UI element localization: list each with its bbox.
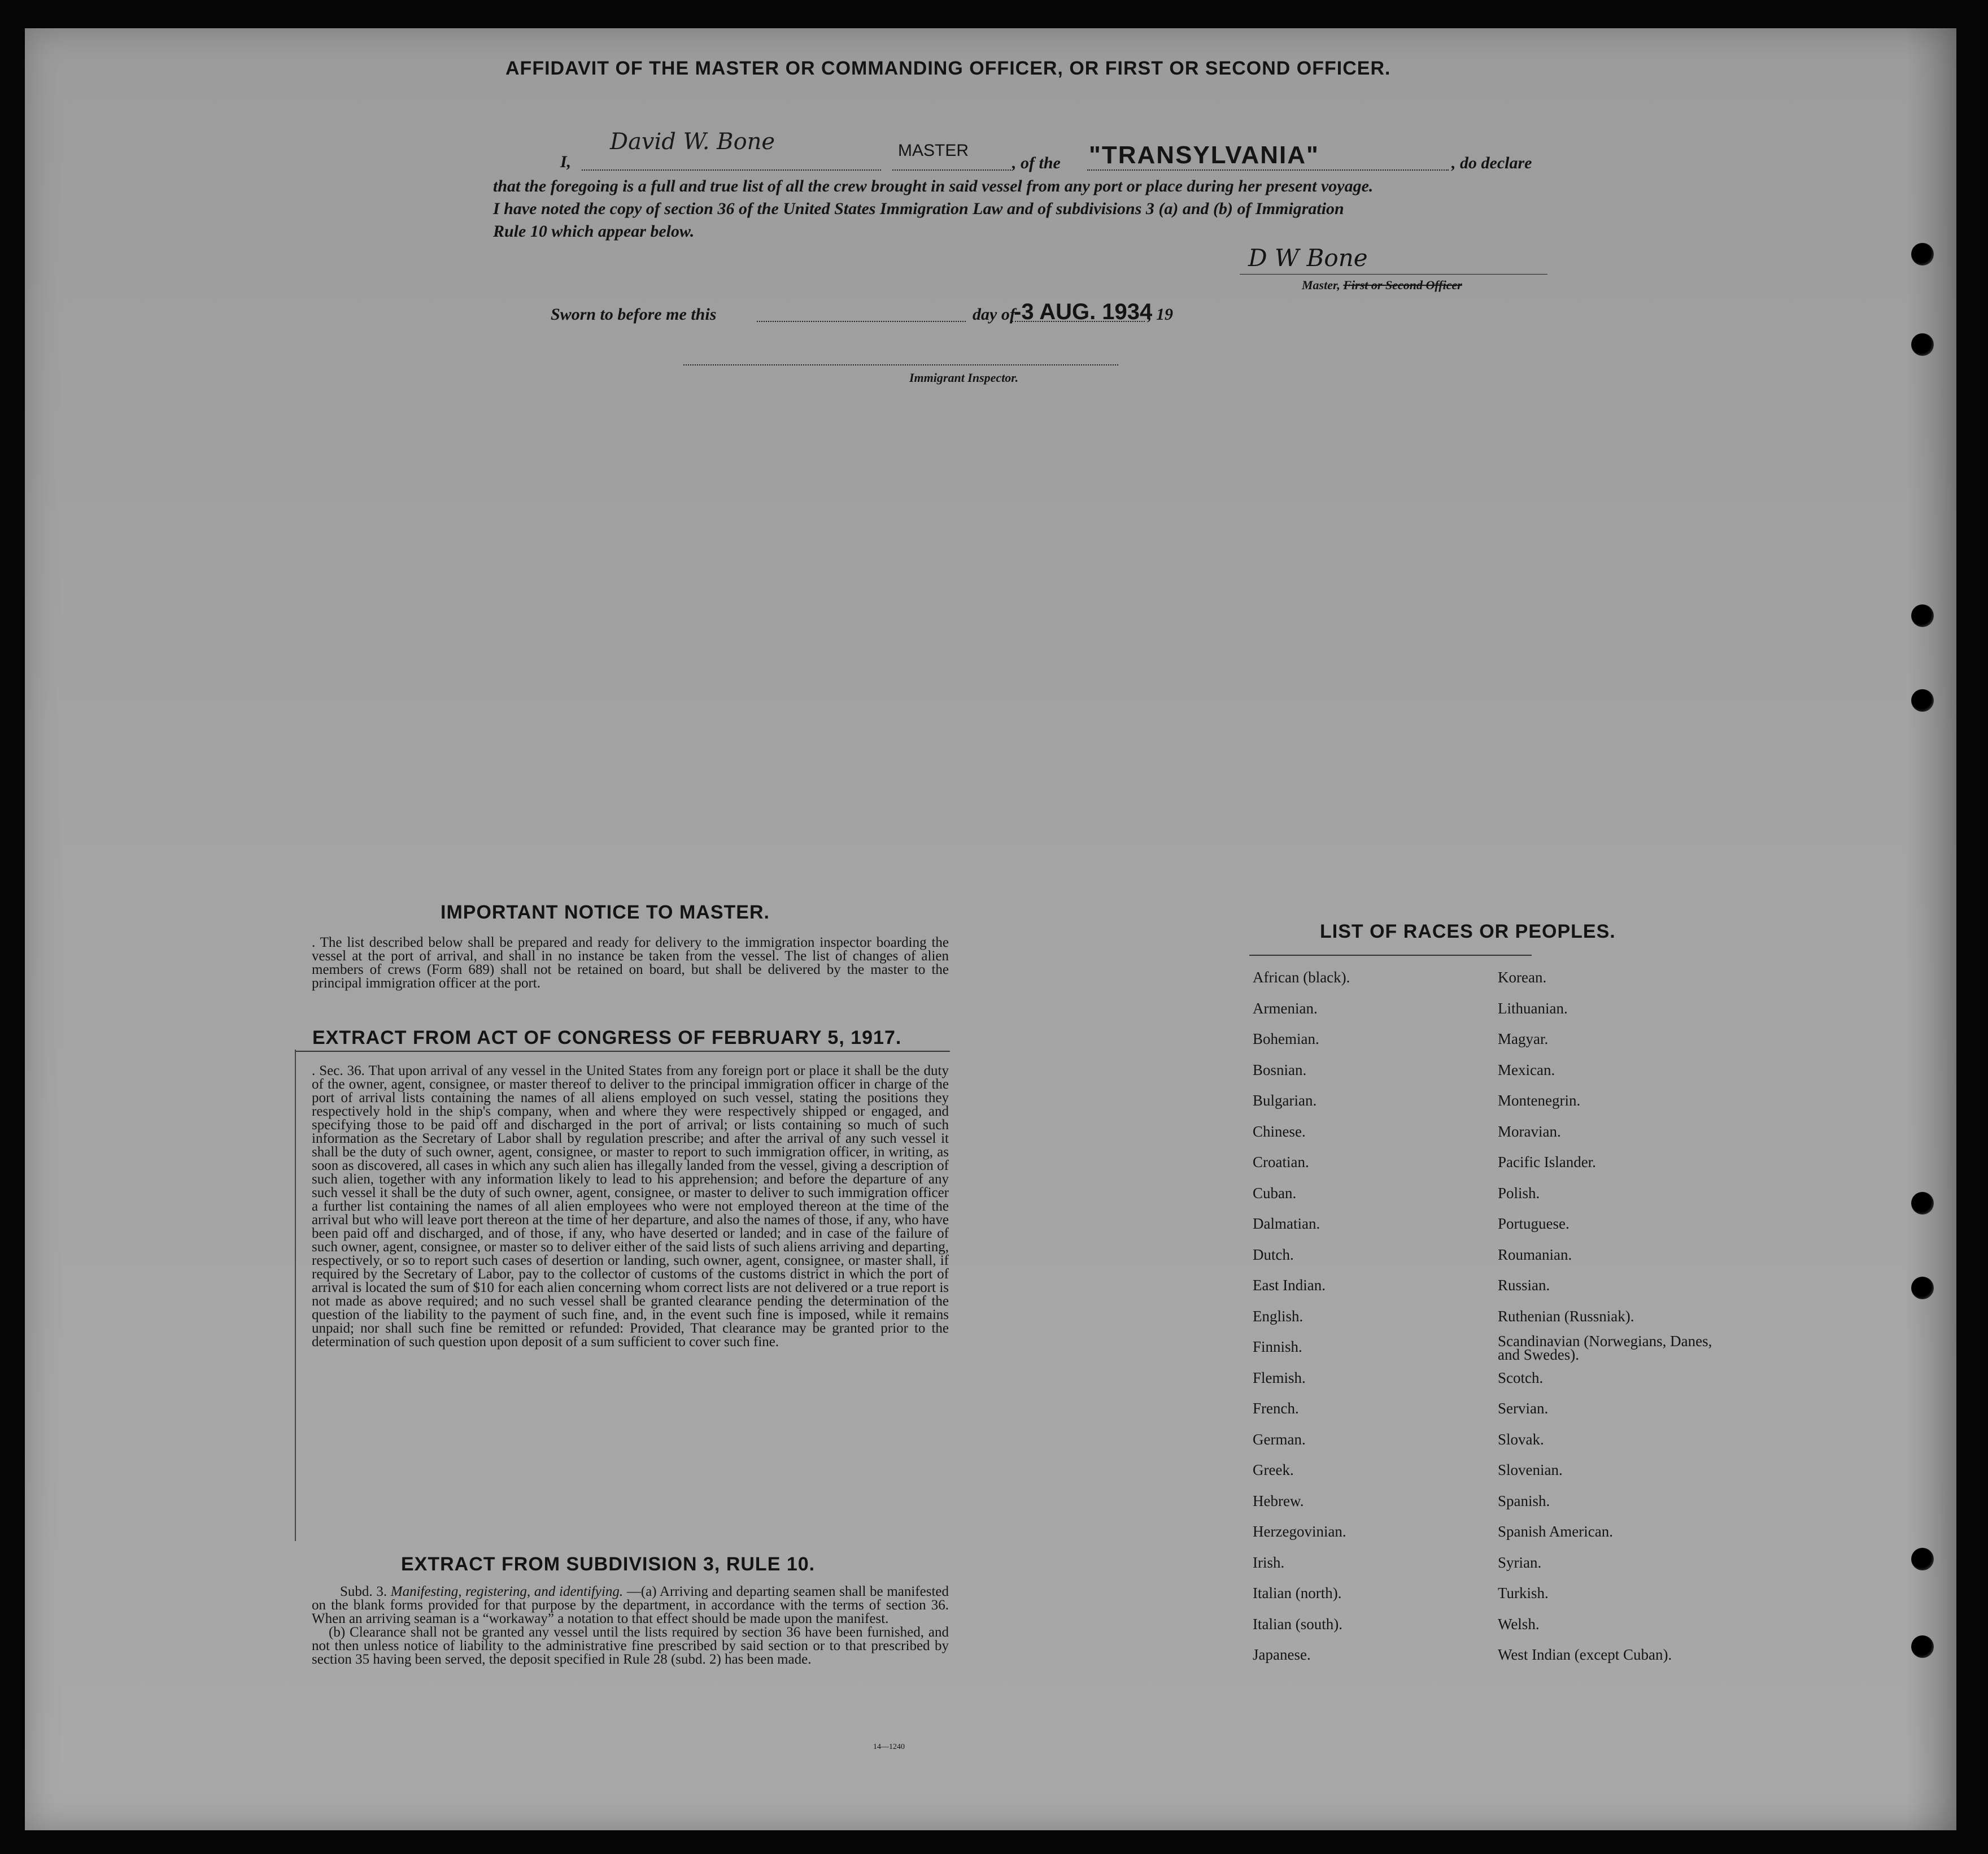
- race-item: Syrian.: [1498, 1553, 1542, 1571]
- subdivision-label: Subd. 3.: [340, 1584, 387, 1599]
- subdivision-b-text: (b) Clearance shall not be granted any vessel until the lists required by section 36 have been furnished, and not then unless notice of liability to the administrative fine prescribed by said section or to that prescribed by section 35 having been served, the deposit specified in Rule 28 (subd. 2) has been made.: [312, 1625, 949, 1667]
- do-declare-label: , do declare: [1451, 154, 1532, 172]
- race-item: Pacific Islander.: [1498, 1154, 1596, 1170]
- race-item: Lithuanian.: [1498, 999, 1568, 1017]
- race-item: Dutch.: [1253, 1246, 1294, 1263]
- date-stamp: -3 AUG. 1934: [1014, 299, 1153, 324]
- race-item: Dalmatian.: [1253, 1215, 1320, 1232]
- rank-fill-line: [892, 169, 1011, 171]
- binder-hole: [1911, 1635, 1934, 1658]
- race-item: Italian (south).: [1253, 1615, 1342, 1633]
- race-item: East Indian.: [1253, 1277, 1326, 1294]
- race-item: Montenegrin.: [1498, 1092, 1581, 1109]
- binder-hole: [1911, 243, 1934, 266]
- race-item: Russian.: [1498, 1277, 1550, 1294]
- notice-text: . The list described below shall be prepared and ready for delivery to the immigration inspector boarding the vessel at the port of arrival, and shall in no instance be taken from the vessel. The list of changes of alien members of crews (Form 689) shall not be retained on board, but shall be delivered by the master to the principal immigration officer at the port.: [312, 935, 949, 991]
- races-column-1: [1253, 969, 1350, 1678]
- race-item: Servian.: [1498, 1400, 1549, 1417]
- race-item: German.: [1253, 1430, 1306, 1448]
- affidavit-body: [493, 175, 1566, 243]
- rank-stamp: MASTER: [898, 141, 969, 160]
- race-item: Chinese.: [1253, 1122, 1306, 1140]
- race-item: Japanese.: [1253, 1646, 1311, 1663]
- race-item: Korean.: [1498, 969, 1547, 986]
- affidavit-title: AFFIDAVIT OF THE MASTER OR COMMANDING OFFICER, OR FIRST OR SECOND OFFICER.: [505, 58, 1391, 79]
- divider: [1249, 955, 1532, 956]
- section-36-text: [312, 1064, 949, 1349]
- race-item: Hebrew.: [1253, 1492, 1304, 1509]
- races-column-2: [1498, 969, 1724, 1678]
- race-item: Welsh.: [1498, 1615, 1540, 1633]
- race-item: Portuguese.: [1498, 1215, 1570, 1232]
- section-body: That upon arrival of any vessel in the United States from any foreign port or place it shall be the duty of the owner, agent, consignee, or master thereof to deliver to the principal immigration officer in charge of the port of arrival lists containing the names of all aliens employed on such vessel, stating the positions they respectively hold in the ship's company, when and where they were respectively shipped or engaged, and specifying those to be paid off and discharged in the port of arrival; or lists containing so much of such information as the Secretary of Labor shall by regulation prescribe; and after the arrival of any such vessel it shall be the duty of such owner, agent, consignee, or master to report to such immigration officer, in writing, as soon as discovered, all cases in which any such alien has illegally landed from the vessel, giving a description of such alien, together with any information likely to lead to his apprehension; and before the departure of any such vessel it shall be the duty of such owner, agent, consignee, or master to deliver to such immigration officer a further list containing the names of all alien employees who were not employed thereon at the time of the arrival but who will leave port thereon at the time of her departure, and also the names of those, if any, who have been paid off and discharged, and of those, if any, who have deserted or landed; and in case of the failure of such owner, agent, consignee, or master so to deliver either of the said lists of such aliens arriving and departing, respectively, or so to report such cases of desertion or landing, such owner, agent, consignee, or master shall, if required by the Secretary of Labor, pay to the collector of customs of the customs district in which the port of arrival is located the sum of $10 for each alien concerning whom correct lists are not delivered or a true report is not made as above required; and no such vessel shall be granted clearance pending the determination of the question of the liability to the payment of such fine, and, in the event such fine is imposed, while it remains unpaid; nor shall such fine be remitted or refunded: Provided, That clearance may be granted prior to the determination of such question upon deposit of a sum sufficient to cover such fine.: [312, 1063, 949, 1350]
- binder-hole: [1911, 1277, 1934, 1299]
- form-code: 14—1240: [873, 1743, 905, 1751]
- race-item: Croatian.: [1253, 1154, 1309, 1170]
- race-item: Italian (north).: [1253, 1585, 1342, 1601]
- race-item: Slovenian.: [1498, 1461, 1563, 1478]
- race-item: Armenian.: [1253, 999, 1318, 1017]
- affidavit-line-1: that the foregoing is a full and true list of all the crew brought in said vessel from any port or place during her present voyage.: [493, 177, 1374, 195]
- subdivision-3-text: [312, 1585, 949, 1666]
- races-title: LIST OF RACES OR PEOPLES.: [1320, 921, 1616, 942]
- race-item: Spanish.: [1498, 1492, 1550, 1509]
- binder-hole: [1911, 333, 1934, 356]
- inspector-signature-line: [683, 364, 1118, 365]
- race-item: Turkish.: [1498, 1585, 1549, 1601]
- race-item: Roumanian.: [1498, 1246, 1572, 1263]
- subdivision-heading: Manifesting, registering, and identifying.: [390, 1584, 624, 1599]
- name-fill-line: [582, 169, 881, 171]
- affidavit-i-label: I,: [560, 153, 572, 171]
- day-fill-line: [757, 321, 966, 322]
- race-item: Herzegovinian.: [1253, 1523, 1346, 1540]
- race-item: Finnish.: [1253, 1338, 1302, 1355]
- race-item: West Indian (except Cuban).: [1498, 1646, 1672, 1663]
- binder-hole: [1911, 1548, 1934, 1570]
- race-item: Scandinavian (Norwegians, Danes, and Swedes).: [1498, 1333, 1712, 1363]
- vessel-name: "TRANSYLVANIA": [1089, 141, 1319, 169]
- race-item: Slovak.: [1498, 1430, 1544, 1448]
- month-fill-line: [1012, 321, 1145, 322]
- race-item: Ruthenian (Russniak).: [1498, 1307, 1634, 1325]
- race-item: Magyar.: [1498, 1030, 1549, 1047]
- subdivision-part-a: [312, 1585, 949, 1626]
- master-signature-name: David W. Bone: [610, 129, 775, 155]
- vessel-fill-line: [1087, 169, 1449, 171]
- race-item: Bulgarian.: [1253, 1092, 1317, 1109]
- race-item: Cuban.: [1253, 1184, 1297, 1202]
- race-item: Greek.: [1253, 1461, 1294, 1478]
- section-label: . Sec. 36.: [312, 1063, 365, 1078]
- race-item: African (black).: [1253, 969, 1350, 986]
- race-item: Irish.: [1253, 1553, 1285, 1571]
- race-item: English.: [1253, 1307, 1303, 1325]
- affidavit-line-2: I have noted the copy of section 36 of the United States Immigration Law and of subdivisions 3 (a) and (b) of Immigration: [493, 199, 1344, 218]
- inspector-label: Immigrant Inspector.: [909, 371, 1019, 385]
- act-extract-title: EXTRACT FROM ACT OF CONGRESS OF FEBRUARY 5, 1917.: [312, 1027, 902, 1048]
- of-the-label: , of the: [1012, 154, 1061, 172]
- race-item: Mexican.: [1498, 1061, 1555, 1078]
- race-item: Polish.: [1498, 1184, 1540, 1202]
- affidavit-line-3: Rule 10 which appear below.: [493, 222, 695, 241]
- master-label-struck: First or Second Officer: [1343, 278, 1462, 292]
- master-signature-initials: D W Bone: [1248, 244, 1368, 272]
- race-item: Bosnian.: [1253, 1061, 1307, 1078]
- race-item: French.: [1253, 1400, 1299, 1417]
- divider: [295, 1051, 950, 1052]
- binder-hole: [1911, 604, 1934, 627]
- race-item: Spanish American.: [1498, 1523, 1613, 1540]
- sworn-label: Sworn to before me this: [551, 305, 717, 324]
- master-label-plain: Master,: [1302, 278, 1340, 292]
- race-item: Bohemian.: [1253, 1030, 1319, 1047]
- signature-line: [1240, 274, 1547, 275]
- binder-hole: [1911, 689, 1934, 712]
- year-prefix: , 19: [1148, 305, 1173, 324]
- subdivision-a-text: —(a) Arriving and departing seamen shall be manifested on the blank forms provided for that purpose by the department, in accordance with the terms of section 36. When an arriving seaman is a “workaway” a notation to that effect should be made upon the manifest.: [312, 1584, 949, 1626]
- race-item: Flemish.: [1253, 1369, 1306, 1386]
- notice-title: IMPORTANT NOTICE TO MASTER.: [441, 902, 770, 923]
- race-item: Scotch.: [1498, 1369, 1544, 1386]
- day-of-label: day of: [973, 305, 1015, 324]
- race-item: Moravian.: [1498, 1122, 1561, 1140]
- rule-extract-title: EXTRACT FROM SUBDIVISION 3, RULE 10.: [401, 1553, 816, 1575]
- master-label: [1302, 278, 1462, 293]
- divider: [295, 1050, 296, 1541]
- binder-hole: [1911, 1192, 1934, 1215]
